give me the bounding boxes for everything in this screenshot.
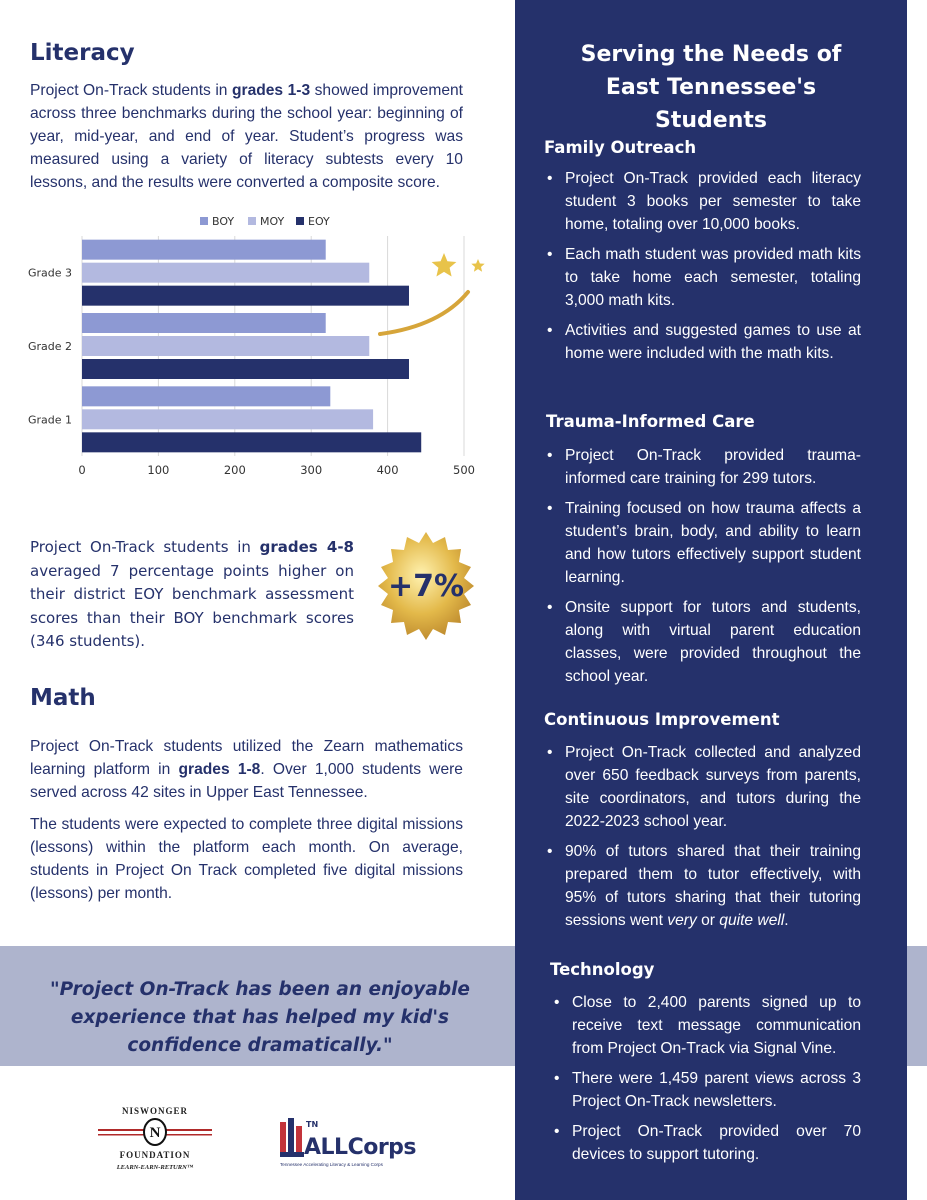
family-outreach-heading: Family Outreach (544, 138, 697, 157)
continuous-improvement-list (543, 741, 861, 939)
category-label: Grade 3 (27, 266, 72, 280)
list-item: • Project On-Track provided trauma-informed care training for 299 tutors. (543, 444, 861, 490)
math-paragraph-2: The students were expected to complete three digital missions (lessons) within the platform each month. On average, students in Project On Track completed five digital missions (lessons) per month. (30, 816, 463, 902)
bar-eoy (82, 286, 409, 306)
legend-swatch (296, 217, 304, 225)
legend-swatch (248, 217, 256, 225)
list-item: • Activities and suggested games to use at home were included with the math kits. (543, 319, 861, 365)
tn-main-text: ALLCorps (304, 1135, 417, 1160)
testimonial-quote: "Project On-Track has been an enjoyable experience that has helped my kid's confidence dramatically." (50, 979, 470, 1056)
technology-list (550, 991, 861, 1173)
continuous-improvement-heading: Continuous Improvement (544, 710, 780, 729)
list-item: • Onsite support for tutors and students, along with virtual parent education classes, were provided throughout the school year. (543, 596, 861, 688)
legend-entry: EOY (308, 215, 330, 228)
badge-text: +7% (387, 569, 465, 604)
literacy-paragraph: Project On-Track students in grades 1-3 showed improvement across three benchmarks during the school year: beginning of year, mid-year, and end of year. Student’s progress was measured using a variety of literacy subtests every 10 lessons, and the results were converted a composite score. (30, 82, 463, 191)
tn-small-text: TN (306, 1120, 319, 1129)
category-label: Grade 1 (27, 413, 72, 427)
list-item: • Project On-Track provided each literacy student 3 books per semester to take home, totaling over 10,000 books. (543, 167, 861, 236)
niswonger-foundation-logo (90, 1105, 220, 1175)
bar-boy (82, 313, 326, 333)
list-item: • Project On-Track collected and analyzed over 650 feedback surveys from parents, site coordinators, and tutors during the 2022-2023 school year. (543, 741, 861, 833)
right-title-text: Serving the Needs of East Tennessee's Students (580, 42, 842, 133)
bar-moy (82, 263, 369, 283)
plus-seven-percent-badge (370, 530, 482, 642)
category-label: Grade 2 (27, 340, 72, 353)
trauma-care-list (543, 444, 861, 695)
bar-boy (82, 240, 326, 260)
star-icon (471, 259, 484, 272)
svg-text:N: N (149, 1125, 161, 1141)
x-tick-label: 300 (300, 463, 323, 477)
x-tick-label: 500 (453, 463, 475, 477)
x-tick-label: 100 (147, 463, 170, 477)
niswonger-bottom-text: FOUNDATION (119, 1150, 191, 1160)
niswonger-tagline: LEARN-EARN-RETURN™ (116, 1164, 194, 1171)
tn-tagline: Tennessee Accelerating Literacy & Learning Corps (280, 1162, 383, 1167)
right-column-title (515, 38, 907, 137)
trauma-care-heading: Trauma-Informed Care (546, 412, 755, 431)
star-icon (432, 253, 457, 277)
list-item: • Each math student was provided math kits to take home each semester, totaling 3,000 math kits. (543, 243, 861, 312)
x-tick-label: 400 (376, 463, 399, 477)
literacy-benchmark-chart (20, 208, 490, 480)
math-heading: Math (30, 685, 96, 711)
bar-boy (82, 386, 330, 406)
technology-heading: Technology (550, 960, 655, 979)
list-item: • There were 1,459 parent views across 3 Project On-Track newsletters. (550, 1067, 861, 1113)
legend-entry: BOY (212, 215, 235, 228)
niswonger-top-text: NISWONGER (121, 1106, 189, 1116)
list-item: • Training focused on how trauma affects a student’s brain, body, and ability to learn and how tutors effectively support student learning. (543, 497, 861, 589)
bar-eoy (82, 359, 409, 379)
legend-swatch (200, 217, 208, 225)
bar-eoy (82, 432, 421, 452)
family-outreach-list (543, 167, 861, 372)
list-item: • Close to 2,400 parents signed up to receive text message communication from Project On-Track via Signal Vine. (550, 991, 861, 1060)
math-paragraph-1: Project On-Track students utilized the Zearn mathematics learning platform in grades 1-8. Over 1,000 students were served across 42 sites in Upper East Tennessee. (30, 738, 463, 801)
right-column (515, 0, 907, 1200)
tn-allcorps-logo (278, 1112, 418, 1172)
x-tick-label: 0 (78, 463, 86, 477)
bar-moy (82, 336, 369, 356)
legend-entry: MOY (260, 215, 285, 228)
x-tick-label: 200 (223, 463, 246, 477)
list-item: • 90% of tutors shared that their training prepared them to tutor effectively, with 95% of tutors sharing that their tutoring sessions went very or quite well. (543, 840, 861, 932)
literacy-heading: Literacy (30, 40, 135, 66)
bar-moy (82, 409, 373, 429)
grades-4-8-paragraph: Project On-Track students in grades 4-8 averaged 7 percentage points higher on their district EOY benchmark assessment scores than their BOY benchmark scores (346 students). (30, 538, 354, 650)
list-item: • Project On-Track provided over 70 devices to support tutoring. (550, 1120, 861, 1166)
